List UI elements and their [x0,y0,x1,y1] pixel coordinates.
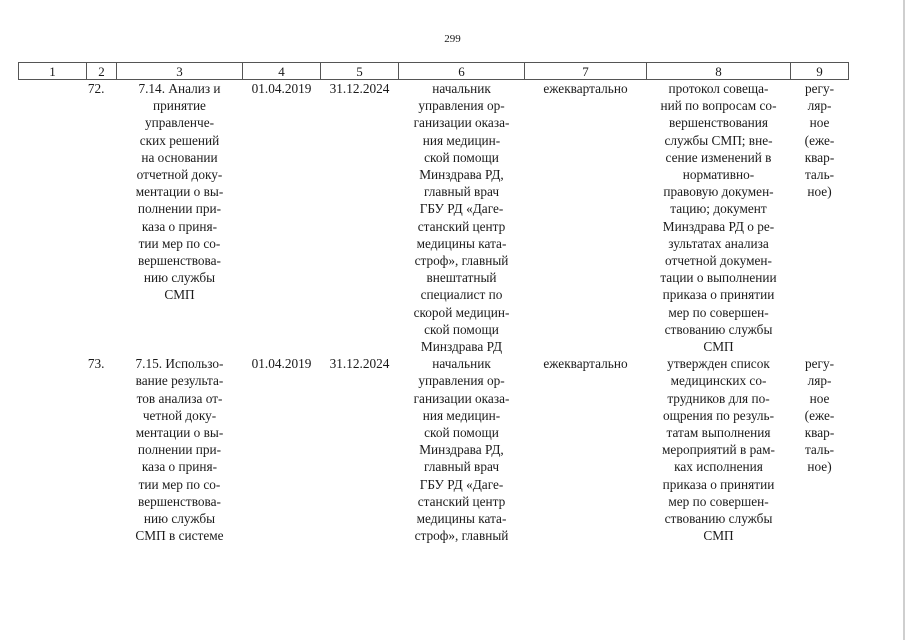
start-date: 01.04.2019 [251,356,312,372]
end-date: 31.12.2024 [329,81,390,96]
table-row [19,355,849,544]
table-row [19,80,849,356]
start-date: 01.04.2019 [251,81,312,96]
expected-result: протокол совеща- ний по вопросам со- вершенствования службы СМП; вне- сение изменений в нормативно- правовую докумен- тацию; документ Минздрава РД о ре- зультатах анализа отчетной докумен- тации о выполнении приказа о принятии мер по совершен- ствованию службы СМП [660,81,777,355]
column-number-5: 5 [321,63,399,80]
column-number-7: 7 [525,63,647,80]
row-number: 72. [87,81,105,96]
row-number: 73. [87,356,105,372]
column-number-1: 1 [19,63,87,80]
column-number-6: 6 [399,63,525,80]
measure-title: 7.15. Использо- вание результа- тов анализа от- четной доку- ментации о вы- полнении при- каза о приня- тии мер по со- вершенствова- нию службы СМП в системе [135,356,224,544]
frequency: ежеквартально [543,81,628,96]
column-number-8: 8 [647,63,791,80]
column-number-row [19,63,849,80]
frequency: ежеквартально [543,356,628,372]
column-number-3: 3 [117,63,243,80]
column-number-9: 9 [791,63,849,80]
responsible-person: начальник управления ор- ганизации оказа- ния медицин- ской помощи Минздрава РД, главный врач ГБУ РД «Даге- станский центр медицины ката- строф», главный [413,356,510,544]
control-type: регу- ляр- ное (еже- квар- таль- ное) [804,356,835,475]
page-number: 299 [444,33,461,45]
column-number-2: 2 [87,63,117,80]
responsible-person: начальник управления ор- ганизации оказа- ния медицин- ской помощи Минздрава РД, главный врач ГБУ РД «Даге- станский центр медицины ката- строф», главный внештатный специалист по скорой медицин- ской помощи Минздрава РД [413,81,510,355]
column-number-4: 4 [243,63,321,80]
end-date: 31.12.2024 [329,356,390,372]
expected-result: утвержден список медицинских со- трудников для по- ощрения по резуль- татам выполнения мероприятий в рам- ках исполнения приказа о принятии мер по совершен- ствованию службы СМП [662,356,775,544]
control-type: регу- ляр- ное (еже- квар- таль- ное) [804,81,835,200]
plan-table [18,62,849,544]
measure-title: 7.14. Анализ и принятие управленче- ских решений на основании отчетной доку- ментации о вы- полнении при- каза о приня- тии мер по со- вершенствова- нию службы СМП [135,81,224,303]
